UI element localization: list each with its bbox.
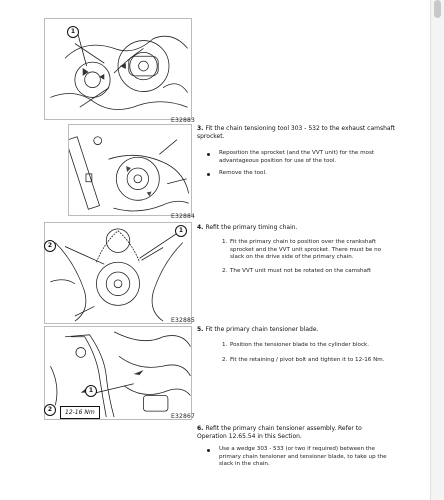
torque-label: 12-16 Nm [60, 406, 100, 419]
step-5-item-1 [222, 342, 392, 350]
step-3-text: Fit the chain tensioning tool 303 - 532 to the exhaust camshaft sprocket. [197, 125, 395, 140]
step-4-item-1-number: 1. [222, 239, 228, 245]
step-4-title [197, 224, 407, 232]
step-6-bullet-1-text: Use a wedge 303 - 533 (or two if required) between the primary chain tensioner and tensioner blade, to take up the slack in the chain. [219, 446, 387, 467]
step-4-item-2 [222, 268, 392, 276]
step-5-number: 5. [197, 326, 204, 333]
figure-2 [68, 124, 192, 216]
figure-4-code: E32867 [171, 413, 196, 420]
figure-2-drawing [69, 125, 191, 215]
step-4-number: 4. [197, 224, 204, 231]
figure-3-callout-2: 2 [44, 240, 56, 252]
step-3-bullet-1-text: Reposition the sprocket (and the VVT unit) for the most advantageous position for use of the tool. [219, 150, 375, 164]
figure-3-callout-1: 1 [175, 225, 187, 237]
step-4-item-1 [222, 239, 392, 262]
step-6-title [197, 425, 382, 441]
step-6-number: 6. [197, 425, 204, 432]
step-5-item-1-text: Position the tensioner blade to the cylinder block. [230, 342, 370, 348]
step-4-item-2-text: The VVT unit must not be rotated on the camshaft [230, 268, 372, 274]
figure-1-callout-1: 1 [67, 26, 79, 38]
bullet-dot [207, 173, 210, 176]
bullet-dot [207, 153, 210, 156]
step-5-item-2-number: 2. [222, 357, 228, 363]
step-5-item-2 [222, 357, 392, 365]
figure-3-drawing [45, 223, 191, 323]
figure-3-code: E32885 [171, 317, 196, 324]
step-4-item-2-number: 2. [222, 268, 228, 274]
figure-4-callout-2: 2 [44, 404, 56, 416]
figure-2-code: E32884 [171, 213, 196, 220]
step-3-bullet-2 [207, 170, 382, 178]
vertical-scrollbar[interactable] [430, 0, 444, 500]
step-6-bullet-1 [207, 446, 387, 469]
step-6-text: Refit the primary chain tensioner assembly. Refer to Operation 12.65.54 in this Section. [197, 425, 362, 440]
figure-3 [44, 222, 192, 324]
step-3-bullet-2-text: Remove the tool. [219, 170, 267, 176]
step-3-number: 3. [197, 125, 204, 132]
step-5-title [197, 326, 407, 334]
step-4-text: Refit the primary timing chain. [205, 224, 298, 231]
step-5-text: Fit the primary chain tensioner blade. [205, 326, 319, 333]
scrollbar-thumb[interactable] [434, 0, 441, 18]
step-3-bullet-1 [207, 150, 382, 165]
step-4-item-1-text: Fit the primary chain to position over the crankshaft sprocket and the VVT unit sprocket. There must be no slack on the drive side of the primary chain. [230, 239, 382, 260]
step-3-title [197, 125, 407, 141]
step-5-item-2-text: Fit the retaining / pivot bolt and tighten it to 12-16 Nm. [230, 357, 385, 363]
step-5-item-1-number: 1. [222, 342, 228, 348]
figure-4-callout-1: 1 [85, 385, 97, 397]
bullet-dot [207, 449, 210, 452]
figure-1-code: E32883 [171, 117, 196, 124]
